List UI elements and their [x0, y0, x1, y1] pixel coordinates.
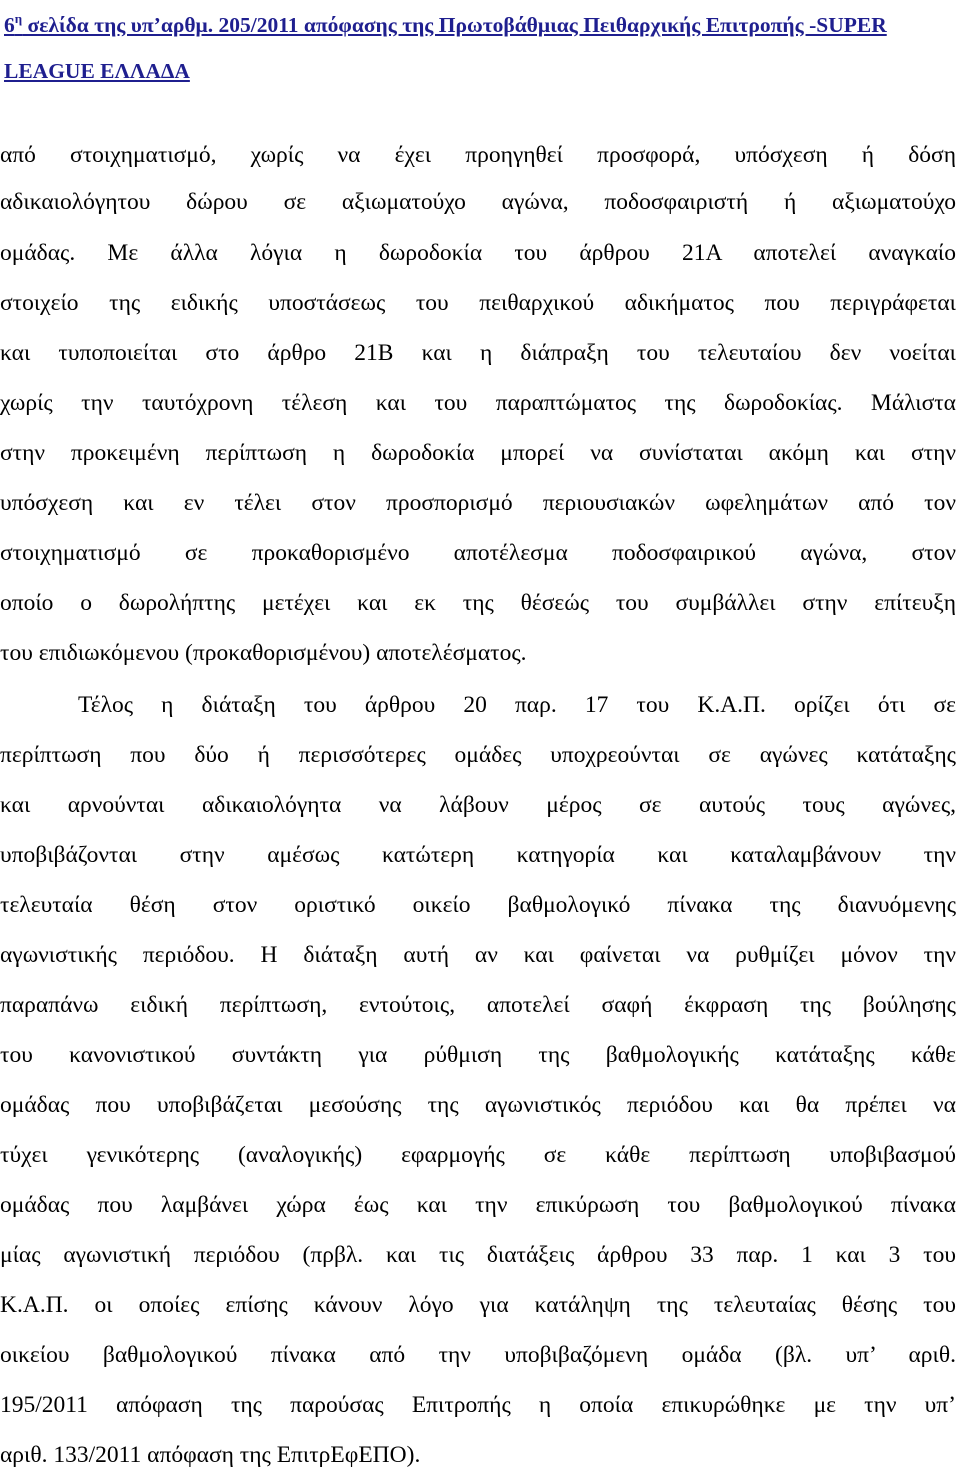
text-line: Κ.Α.Π. οι οποίες επίσης κάνουν λόγο για κατάληψη της τελευταίας θέσης του — [0, 1292, 956, 1318]
text-line: 195/2011 απόφαση της παρούσας Επιτροπής η οποία επικυρώθηκε με την υπ’ — [0, 1392, 956, 1418]
text-line: αδικαιολόγητου δώρου σε αξιωματούχο αγώνα, ποδοσφαιριστή ή αξιωματούχο — [0, 189, 956, 215]
text-line: αγωνιστικής περιόδου. Η διάταξη αυτή αν και φαίνεται να ρυθμίζει μόνον την — [0, 942, 956, 968]
text-line: στην προκειμένη περίπτωση η δωροδοκία μπορεί να συνίσταται ακόμη και στην — [0, 440, 956, 466]
text-line: υπόσχεση και εν τέλει στον προσπορισμό περιουσιακών ωφελημάτων από τον — [0, 490, 956, 516]
text-line: οικείου βαθμολογικού πίνακα από την υποβιβαζόμενη ομάδα (βλ. υπ’ αριθ. — [0, 1342, 956, 1368]
text-line: αριθ. 133/2011 απόφαση της ΕπιτρΕφΕΠΟ). — [0, 1442, 421, 1468]
text-line: τελευταία θέση στον οριστικό οικείο βαθμολογικό πίνακα της διανυόμενης — [0, 892, 956, 918]
paragraph-first-line: Τέλος η διάταξη του άρθρου 20 παρ. 17 του Κ.Α.Π. ορίζει ότι σε — [78, 692, 956, 718]
text-line: και τυποποιείται στο άρθρο 21Β και η διάπραξη του τελευταίου δεν νοείται — [0, 340, 956, 366]
text-line: ομάδας που υποβιβάζεται μεσούσης της αγωνιστικός περιόδου και θα πρέπει να — [0, 1092, 956, 1118]
header-title: σελίδα της υπ’αρθμ. 205/2011 απόφασης της Πρωτοβάθμιας Πειθαρχικής Επιτροπής -SUPER — [22, 13, 887, 37]
text-line: παραπάνω ειδική περίπτωση, εντούτοις, αποτελεί σαφή έκφραση της βούλησης — [0, 992, 956, 1018]
text-line: περίπτωση που δύο ή περισσότερες ομάδες υποχρεούνται σε αγώνες κατάταξης — [0, 742, 956, 768]
header-line-2: LEAGUE ΕΛΛΑΔΑ — [4, 59, 190, 83]
text-line: στοιχείο της ειδικής υποστάσεως του πειθαρχικού αδικήματος που περιγράφεται — [0, 290, 956, 316]
text-line: οποίο ο δωρολήπτης μετέχει και εκ της θέσεώς του συμβάλλει στην επίτευξη — [0, 590, 956, 616]
text-line: στοιχηματισμό σε προκαθορισμένο αποτέλεσμα ποδοσφαιρικού αγώνα, στον — [0, 540, 956, 566]
text-line: και αρνούνται αδικαιολόγητα να λάβουν μέρος σε αυτούς τους αγώνες, — [0, 792, 956, 818]
header-page-superscript: η — [14, 11, 23, 26]
text-line: υποβιβάζονται στην αμέσως κατώτερη κατηγορία και καταλαμβάνουν την — [0, 842, 956, 868]
text-line: του επιδιωκόμενου (προκαθορισμένου) αποτελέσματος. — [0, 640, 527, 666]
page-header — [4, 2, 956, 94]
text-line: του κανονιστικού συντάκτη για ρύθμιση της βαθμολογικής κατάταξης κάθε — [0, 1042, 956, 1068]
text-line: ομάδας που λαμβάνει χώρα έως και την επικύρωση του βαθμολογικού πίνακα — [0, 1192, 956, 1218]
header-line-1 — [4, 2, 956, 48]
text-line: μίας αγωνιστική περιόδου (πρβλ. και τις διατάξεις άρθρου 33 παρ. 1 και 3 του — [0, 1242, 956, 1268]
text-line: ομάδας. Με άλλα λόγια η δωροδοκία του άρθρου 21Α αποτελεί αναγκαίο — [0, 240, 956, 266]
header-page-number: 6 — [4, 13, 15, 37]
text-line: από στοιχηματισμό, χωρίς να έχει προηγηθεί προσφορά, υπόσχεση ή δόση — [0, 142, 956, 168]
text-line: τύχει γενικότερης (αναλογικής) εφαρμογής σε κάθε περίπτωση υποβιβασμού — [0, 1142, 956, 1168]
text-line: χωρίς την ταυτόχρονη τέλεση και του παραπτώματος της δωροδοκίας. Μάλιστα — [0, 390, 956, 416]
